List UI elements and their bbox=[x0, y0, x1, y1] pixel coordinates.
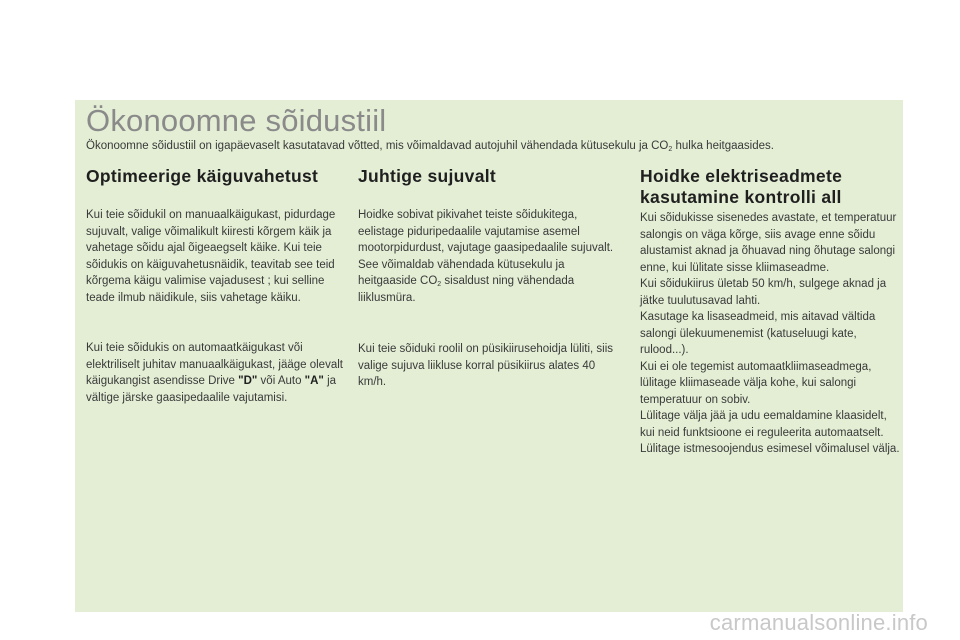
cruise-control-paragraph: Kui teie sõiduki roolil on püsikiirusehoidja lüliti, siis valige sujuva liikluse korral püsikiirus alates 40 km/h. bbox=[358, 343, 614, 388]
text-span: Kui teie sõidukis on automaatkäigukast või elektriliselt juhitav manuaalkäigukast, jääge olevalt käigukangist asendisse Drive bbox=[86, 342, 343, 387]
column-heading: Juhtige sujuvalt bbox=[358, 166, 497, 186]
intro-text-end: hulka heitgaasides. bbox=[672, 140, 774, 152]
column-heading: Optimeerige käiguvahetust bbox=[86, 166, 319, 186]
tip-line: Kui sõidukisse sisenedes avastate, et temperatuur salongis on väga kõrge, siis avage enne sõidu alustamist aknad ja õhuavad ning õhutage salongi enne, kui lülitate sisse kliimaseadme. bbox=[640, 212, 897, 274]
column-smooth-driving bbox=[358, 166, 623, 391]
text-span: Hoidke sobivat pikivahet teiste sõidukitega, eelistage piduripedaalile vajutamise asemel mootorpidurdust, vajutage gaasipedaalile sujuvalt. See võimaldab vähendada kütusekulu ja heitgaaside CO bbox=[358, 209, 614, 287]
tip-line: Kui ei ole tegemist automaatkliimaseadmega, lülitage kliimaseade välja kohe, kui salongi temperatuur on sobiv. bbox=[640, 360, 872, 406]
tip-line: Kui sõidukiirus ületab 50 km/h, sulgege aknad ja jätke tuulutusavad lahti. bbox=[640, 278, 887, 307]
text-span: sisaldust ning vähendada liiklusmüra. bbox=[358, 275, 575, 304]
text-span: ja vältige järske gaasipedaalile vajutamisi. bbox=[86, 375, 337, 404]
smooth-driving-paragraph bbox=[358, 207, 623, 306]
auto-mode-label: "A" bbox=[304, 375, 324, 387]
co2-subscript: 2 bbox=[437, 281, 442, 288]
tip-line: Kasutage ka lisaseadmeid, mis aitavad vältida salongi ülekuumenemist (katuseluugi kate, rulood...). bbox=[640, 311, 876, 356]
intro-subscript: 2 bbox=[668, 146, 673, 153]
automatic-gearbox-paragraph bbox=[86, 340, 351, 406]
watermark: carmanualsonline.info bbox=[709, 610, 928, 635]
column-gear-shifting bbox=[86, 166, 351, 406]
drive-mode-label: "D" bbox=[238, 375, 258, 387]
column-heading: Hoidke elektriseadmete kasutamine kontrolli all bbox=[640, 166, 843, 207]
manual-gearbox-paragraph: Kui teie sõidukil on manuaalkäigukast, pidurdage sujuvalt, valige võimalikult kiiresti kõrgem käik ja vahetage sõidu ajal õigeaegselt käike. Kui teie sõidukis on käiguvahetusnäidik, teavitab see teid kõrgema käigu valimise vajadusest ; kui selline teade ilmub näidikule, siis vahetage käiku. bbox=[86, 209, 336, 304]
intro-text-main: Ökonoomne sõidustiil on igapäevaselt kasutatavad võtted, mis võimaldavad autojuhil vähendada kütusekulu ja CO bbox=[86, 140, 669, 152]
tip-line: Lülitage välja jää ja udu eemaldamine klaasidelt, kui neid funktsioone ei reguleerita automaatselt. bbox=[640, 410, 887, 439]
tip-line: Lülitage istmesoojendus esimesel võimalusel välja. bbox=[640, 443, 900, 455]
page-title: Ökonoomne sõidustiil bbox=[86, 103, 387, 138]
intro-text bbox=[86, 140, 898, 152]
column-electrical-equipment bbox=[640, 166, 902, 458]
text-span: või Auto bbox=[257, 375, 305, 387]
